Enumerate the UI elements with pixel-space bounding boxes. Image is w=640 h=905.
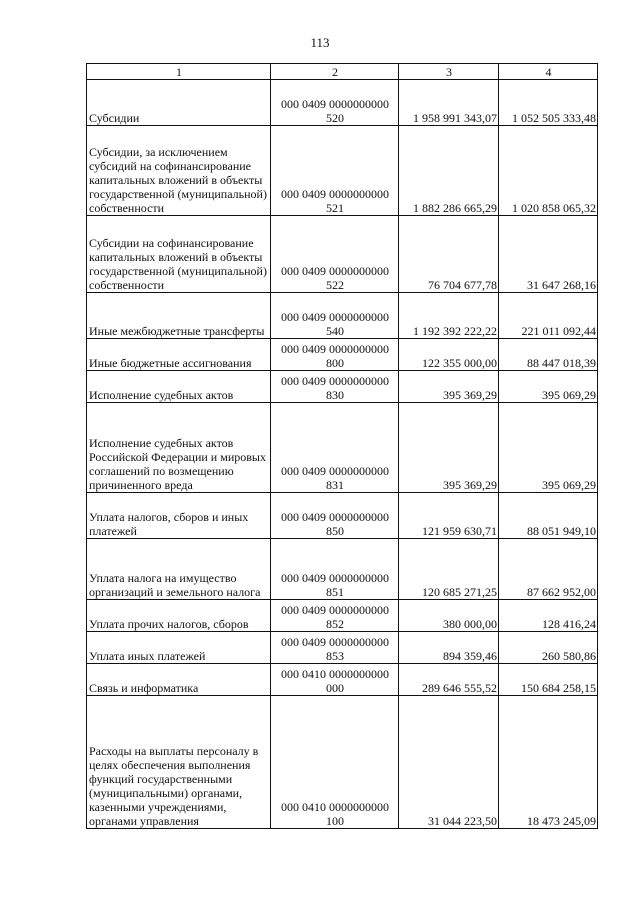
row-code-cell <box>271 493 399 539</box>
table-header-row <box>87 64 598 80</box>
row-value-col4: 88 051 949,10 <box>499 493 598 539</box>
row-value-col4: 1 052 505 333,48 <box>499 80 598 126</box>
row-code-type: 852 <box>326 617 344 631</box>
row-code-type: 100 <box>326 814 344 828</box>
row-value-col4: 1 020 858 065,32 <box>499 126 598 216</box>
row-code-type: 520 <box>326 111 344 125</box>
row-code-main: 000 0409 0000000000 <box>281 464 389 478</box>
page-number: 113 <box>310 35 330 50</box>
row-code-main: 000 0409 0000000000 <box>281 187 389 201</box>
row-value-col3: 289 646 555,52 <box>399 664 499 696</box>
row-code-type: 522 <box>326 278 344 292</box>
row-value-col4: 395 069,29 <box>499 403 598 493</box>
column-header: 3 <box>399 64 499 80</box>
row-code-cell <box>271 371 399 403</box>
row-code-main: 000 0409 0000000000 <box>281 342 389 356</box>
row-name-cell: Субсидии <box>87 80 271 126</box>
table-row <box>87 600 598 632</box>
row-value-col3: 395 369,29 <box>399 403 499 493</box>
row-code-cell <box>271 126 399 216</box>
row-code-cell <box>271 403 399 493</box>
row-code-main: 000 0409 0000000000 <box>281 635 389 649</box>
row-value-col4: 221 011 092,44 <box>499 293 598 339</box>
row-value-col3: 380 000,00 <box>399 600 499 632</box>
row-value-col4: 150 684 258,15 <box>499 664 598 696</box>
row-value-col4: 260 580,86 <box>499 632 598 664</box>
row-code-main: 000 0409 0000000000 <box>281 264 389 278</box>
row-code-main: 000 0410 0000000000 <box>281 800 389 814</box>
row-code-cell <box>271 216 399 293</box>
row-code-main: 000 0409 0000000000 <box>281 603 389 617</box>
row-name-cell: Расходы на выплаты персоналу в целях обеспечения выполнения функций государственными (муниципальными) органами, казенными учреждениями, органами управления <box>87 696 271 829</box>
row-code-cell <box>271 339 399 371</box>
row-value-col4: 18 473 245,09 <box>499 696 598 829</box>
row-value-col3: 121 959 630,71 <box>399 493 499 539</box>
column-header: 1 <box>87 64 271 80</box>
table-row <box>87 664 598 696</box>
row-code-main: 000 0409 0000000000 <box>281 571 389 585</box>
table-row <box>87 403 598 493</box>
row-name-cell: Субсидии, за исключением субсидий на софинансирование капитальных вложений в объекты государственной (муниципальной) собственности <box>87 126 271 216</box>
row-code-type: 540 <box>326 324 344 338</box>
row-value-col3: 76 704 677,78 <box>399 216 499 293</box>
row-code-type: 850 <box>326 524 344 538</box>
row-value-col3: 122 355 000,00 <box>399 339 499 371</box>
row-value-col3: 894 359,46 <box>399 632 499 664</box>
row-name-cell: Субсидии на софинансирование капитальных вложений в объекты государственной (муниципальной) собственности <box>87 216 271 293</box>
row-value-col3: 395 369,29 <box>399 371 499 403</box>
row-value-col4: 395 069,29 <box>499 371 598 403</box>
row-name-cell: Уплата иных платежей <box>87 632 271 664</box>
row-code-type: 851 <box>326 585 344 599</box>
row-name-cell: Исполнение судебных актов <box>87 371 271 403</box>
row-code-cell <box>271 539 399 600</box>
row-name-cell: Уплата прочих налогов, сборов <box>87 600 271 632</box>
row-value-col3: 1 958 991 343,07 <box>399 80 499 126</box>
row-code-cell <box>271 632 399 664</box>
row-code-cell <box>271 80 399 126</box>
table-row <box>87 632 598 664</box>
table-row <box>87 493 598 539</box>
table-row <box>87 80 598 126</box>
row-code-cell <box>271 696 399 829</box>
row-value-col4: 128 416,24 <box>499 600 598 632</box>
table-row <box>87 126 598 216</box>
row-value-col4: 31 647 268,16 <box>499 216 598 293</box>
row-code-main: 000 0409 0000000000 <box>281 97 389 111</box>
column-header: 4 <box>499 64 598 80</box>
table-row <box>87 539 598 600</box>
row-name-cell: Связь и информатика <box>87 664 271 696</box>
row-name-cell: Иные межбюджетные трансферты <box>87 293 271 339</box>
table-row <box>87 339 598 371</box>
table-row <box>87 696 598 829</box>
row-name-cell: Иные бюджетные ассигнования <box>87 339 271 371</box>
row-value-col3: 1 882 286 665,29 <box>399 126 499 216</box>
row-code-type: 831 <box>326 478 344 492</box>
table-row <box>87 293 598 339</box>
row-code-main: 000 0409 0000000000 <box>281 374 389 388</box>
row-code-type: 800 <box>326 356 344 370</box>
column-header: 2 <box>271 64 399 80</box>
row-value-col4: 87 662 952,00 <box>499 539 598 600</box>
row-value-col3: 31 044 223,50 <box>399 696 499 829</box>
row-code-cell <box>271 600 399 632</box>
row-code-type: 853 <box>326 649 344 663</box>
row-code-type: 521 <box>326 201 344 215</box>
table-row <box>87 216 598 293</box>
row-name-cell: Уплата налогов, сборов и иных платежей <box>87 493 271 539</box>
row-value-col3: 1 192 392 222,22 <box>399 293 499 339</box>
row-name-cell: Исполнение судебных актов Российской Федерации и мировых соглашений по возмещению причиненного вреда <box>87 403 271 493</box>
row-value-col4: 88 447 018,39 <box>499 339 598 371</box>
row-code-cell <box>271 664 399 696</box>
row-code-type: 000 <box>326 681 344 695</box>
row-code-main: 000 0410 0000000000 <box>281 667 389 681</box>
row-value-col3: 120 685 271,25 <box>399 539 499 600</box>
row-code-cell <box>271 293 399 339</box>
row-name-cell: Уплата налога на имущество организаций и земельного налога <box>87 539 271 600</box>
row-code-main: 000 0409 0000000000 <box>281 510 389 524</box>
row-code-main: 000 0409 0000000000 <box>281 310 389 324</box>
budget-table <box>86 63 598 829</box>
row-code-type: 830 <box>326 388 344 402</box>
table-row <box>87 371 598 403</box>
